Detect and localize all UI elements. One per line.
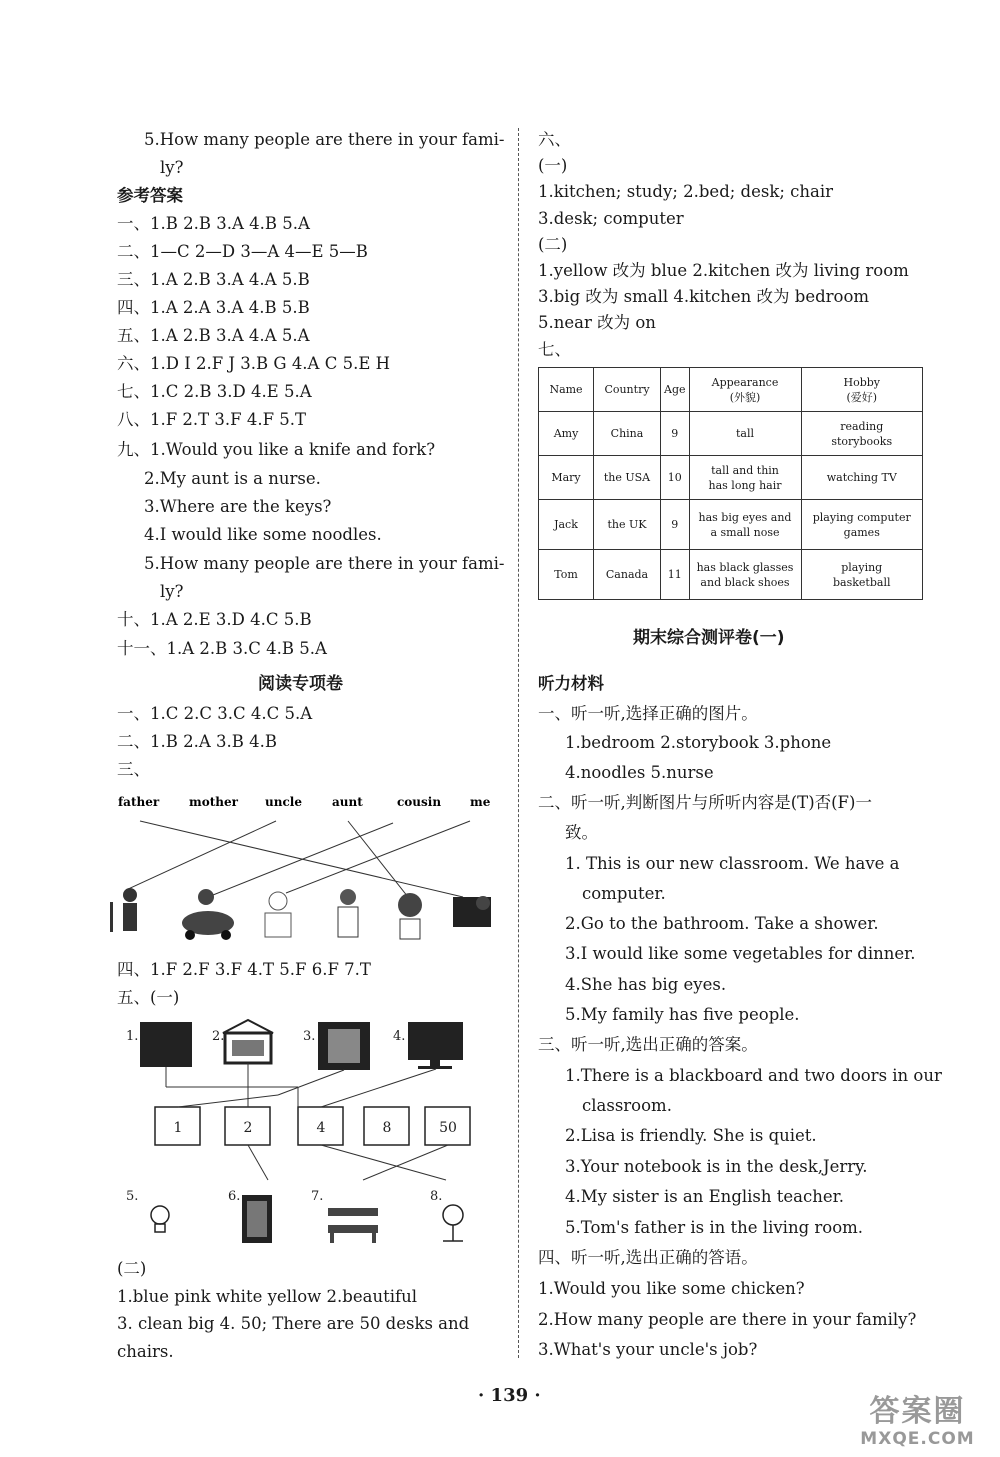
- answer-row: 1.Would you like some chicken?: [538, 1279, 805, 1298]
- answer-row: 3.desk; computer: [538, 209, 684, 228]
- answer-row: 1.kitchen; study; 2.bed; desk; chair: [538, 182, 834, 201]
- answer-row: 5.How many people are there in your fami-: [144, 554, 505, 573]
- q5-line-a: 5.How many people are there in your fami-: [144, 130, 505, 149]
- answer-row: 5.My family has five people.: [565, 1005, 800, 1024]
- answer-row: 一、1.B 2.B 3.A 4.B 5.A: [117, 214, 310, 233]
- pic-label: 5.: [126, 1189, 139, 1204]
- word-aunt: aunt: [332, 795, 363, 809]
- pic-label: 2.: [212, 1029, 225, 1044]
- answer-row: 3.I would like some vegetables for dinner.: [565, 944, 916, 963]
- answer-row: 二、1—C 2—D 3—A 4—E 5—B: [117, 242, 368, 261]
- answer-row: 一、1.C 2.C 3.C 4.C 5.A: [117, 704, 313, 723]
- exam-title: 期末综合测评卷(一): [633, 628, 785, 648]
- family-matching-figure: [108, 785, 508, 945]
- number-value: 2: [243, 1120, 253, 1136]
- table-row: Tom Canada 11 has black glasses and black shoes playing basketball: [539, 550, 923, 600]
- answer-row: 二、听一听,判断图片与所听内容是(T)否(F)一: [538, 793, 872, 812]
- table-header: Country: [594, 368, 661, 412]
- table-row: Jack the UK 9 has big eyes and a small nose playing computer games: [539, 500, 923, 550]
- word-cousin: cousin: [397, 795, 442, 809]
- reading-section-title: 阅读专项卷: [258, 674, 343, 694]
- number-value: 50: [439, 1120, 457, 1136]
- answer-row: 3.Where are the keys?: [144, 497, 332, 516]
- answer-row: 四、1.F 2.F 3.F 4.T 5.F 6.F 7.T: [117, 960, 371, 979]
- answer-row: 2.Go to the bathroom. Take a shower.: [565, 914, 879, 933]
- table-header: Name: [539, 368, 594, 412]
- computer-icon: [408, 1022, 463, 1069]
- answer-row: 八、1.F 2.T 3.F 4.F 5.T: [117, 410, 307, 429]
- answer-key-title: 参考答案: [117, 186, 183, 205]
- table-header: Appearance (外貌): [689, 368, 801, 412]
- answer-row: 2.My aunt is a nurse.: [144, 469, 321, 488]
- answer-row: 4.She has big eyes.: [565, 975, 727, 994]
- fan-icon: [443, 1205, 463, 1241]
- person-cook-icon: [265, 892, 291, 937]
- table-header: Hobby (爱好): [801, 368, 923, 412]
- answer-row: 四、听一听,选出正确的答语。: [538, 1248, 758, 1267]
- answer-row: 十、1.A 2.E 3.D 4.C 5.B: [117, 610, 312, 629]
- pic-label: 6.: [228, 1189, 241, 1204]
- page-number: · 139 ·: [478, 1385, 541, 1406]
- answer-row: 3.big 改为 small 4.kitchen 改为 bedroom: [538, 287, 870, 306]
- answer-row: 1.yellow 改为 blue 2.kitchen 改为 living room: [538, 261, 909, 280]
- answer-row: chairs.: [117, 1342, 174, 1361]
- door-icon: [242, 1195, 272, 1243]
- window-icon: [318, 1022, 370, 1070]
- table-header: Age: [661, 368, 690, 412]
- answer-row: 1. This is our new classroom. We have a: [565, 854, 900, 873]
- matching-lines: [126, 821, 470, 897]
- answer-row: 六、: [538, 130, 571, 149]
- blackboard-icon: [140, 1022, 192, 1067]
- answer-row: 5.Tom's father is in the living room.: [565, 1218, 864, 1237]
- table-row: Mary the USA 10 tall and thin has long hair watching TV: [539, 456, 923, 500]
- person-teacher-icon: [453, 896, 491, 927]
- answer-row: 五、1.A 2.B 3.A 4.A 5.A: [117, 326, 310, 345]
- watermark-logo: 答案圈 MXQE.COM: [860, 1394, 975, 1449]
- pic-label: 7.: [311, 1189, 324, 1204]
- number-value: 1: [173, 1120, 183, 1136]
- light-bulb-icon: [151, 1206, 169, 1232]
- answer-row: 1.bedroom 2.storybook 3.phone: [565, 733, 832, 752]
- answer-row: 3.What's your uncle's job?: [538, 1340, 758, 1359]
- person-farmer-icon: [110, 888, 137, 932]
- answer-row: 3. clean big 4. 50; There are 50 desks and: [117, 1314, 470, 1333]
- answer-row: 3.Your notebook is in the desk,Jerry.: [565, 1157, 868, 1176]
- pic-label: 3.: [303, 1029, 316, 1044]
- answer-row: 九、1.Would you like a knife and fork?: [117, 440, 436, 459]
- answer-row: 四、1.A 2.A 3.A 4.B 5.B: [117, 298, 310, 317]
- word-father: father: [118, 795, 160, 809]
- answer-row: 2.Lisa is friendly. She is quiet.: [565, 1126, 817, 1145]
- answer-row: 1.blue pink white yellow 2.beautiful: [117, 1287, 417, 1306]
- desks-icon: [328, 1208, 378, 1243]
- answer-row: 五、(一): [117, 988, 180, 1007]
- answer-row: 致。: [565, 823, 598, 842]
- picture-icon: [223, 1020, 273, 1063]
- answer-row: 一、听一听,选择正确的图片。: [538, 704, 758, 723]
- answer-row: 三、: [117, 760, 150, 779]
- q5-line-b: ly?: [160, 158, 184, 177]
- number-matching-figure: [118, 1015, 518, 1250]
- pic-label: 8.: [430, 1189, 443, 1204]
- person-nurse-icon: [398, 893, 422, 939]
- info-table: [538, 367, 923, 600]
- answer-row: 1.There is a blackboard and two doors in our: [565, 1066, 942, 1085]
- person-driver-icon: [182, 889, 234, 940]
- number-value: 8: [382, 1120, 392, 1136]
- answer-row: computer.: [582, 884, 666, 903]
- word-mother: mother: [189, 795, 238, 809]
- answer-row: ly?: [160, 582, 184, 601]
- answer-row: classroom.: [582, 1096, 672, 1115]
- answer-row: 七、: [538, 340, 571, 359]
- person-doctor-icon: [338, 889, 358, 937]
- table-header-row: [539, 368, 923, 412]
- column-divider: [518, 128, 519, 1358]
- number-value: 4: [316, 1120, 326, 1136]
- answer-row: 2.How many people are there in your family?: [538, 1310, 917, 1329]
- answer-row: (二): [117, 1259, 147, 1278]
- word-me: me: [470, 795, 491, 809]
- answer-row: 七、1.C 2.B 3.D 4.E 5.A: [117, 382, 312, 401]
- answer-row: 三、听一听,选出正确的答案。: [538, 1035, 758, 1054]
- answer-row: 4.noodles 5.nurse: [565, 763, 714, 782]
- answer-row: 二、1.B 2.A 3.B 4.B: [117, 732, 277, 751]
- answer-row: 5.near 改为 on: [538, 313, 656, 332]
- pic-label: 4.: [393, 1029, 406, 1044]
- table-row: Amy China 9 tall reading storybooks: [539, 412, 923, 456]
- answer-row: 三、1.A 2.B 3.A 4.A 5.B: [117, 270, 310, 289]
- answer-row: (一): [538, 156, 568, 175]
- word-uncle: uncle: [265, 795, 302, 809]
- answer-row: 4.I would like some noodles.: [144, 525, 382, 544]
- listening-title: 听力材料: [538, 674, 604, 693]
- answer-row: 十一、1.A 2.B 3.C 4.B 5.A: [117, 639, 327, 658]
- pic-label: 1.: [126, 1029, 139, 1044]
- answer-row: 六、1.D I 2.F J 3.B G 4.A C 5.E H: [117, 354, 391, 373]
- answer-row: (二): [538, 235, 568, 254]
- answer-row: 4.My sister is an English teacher.: [565, 1187, 844, 1206]
